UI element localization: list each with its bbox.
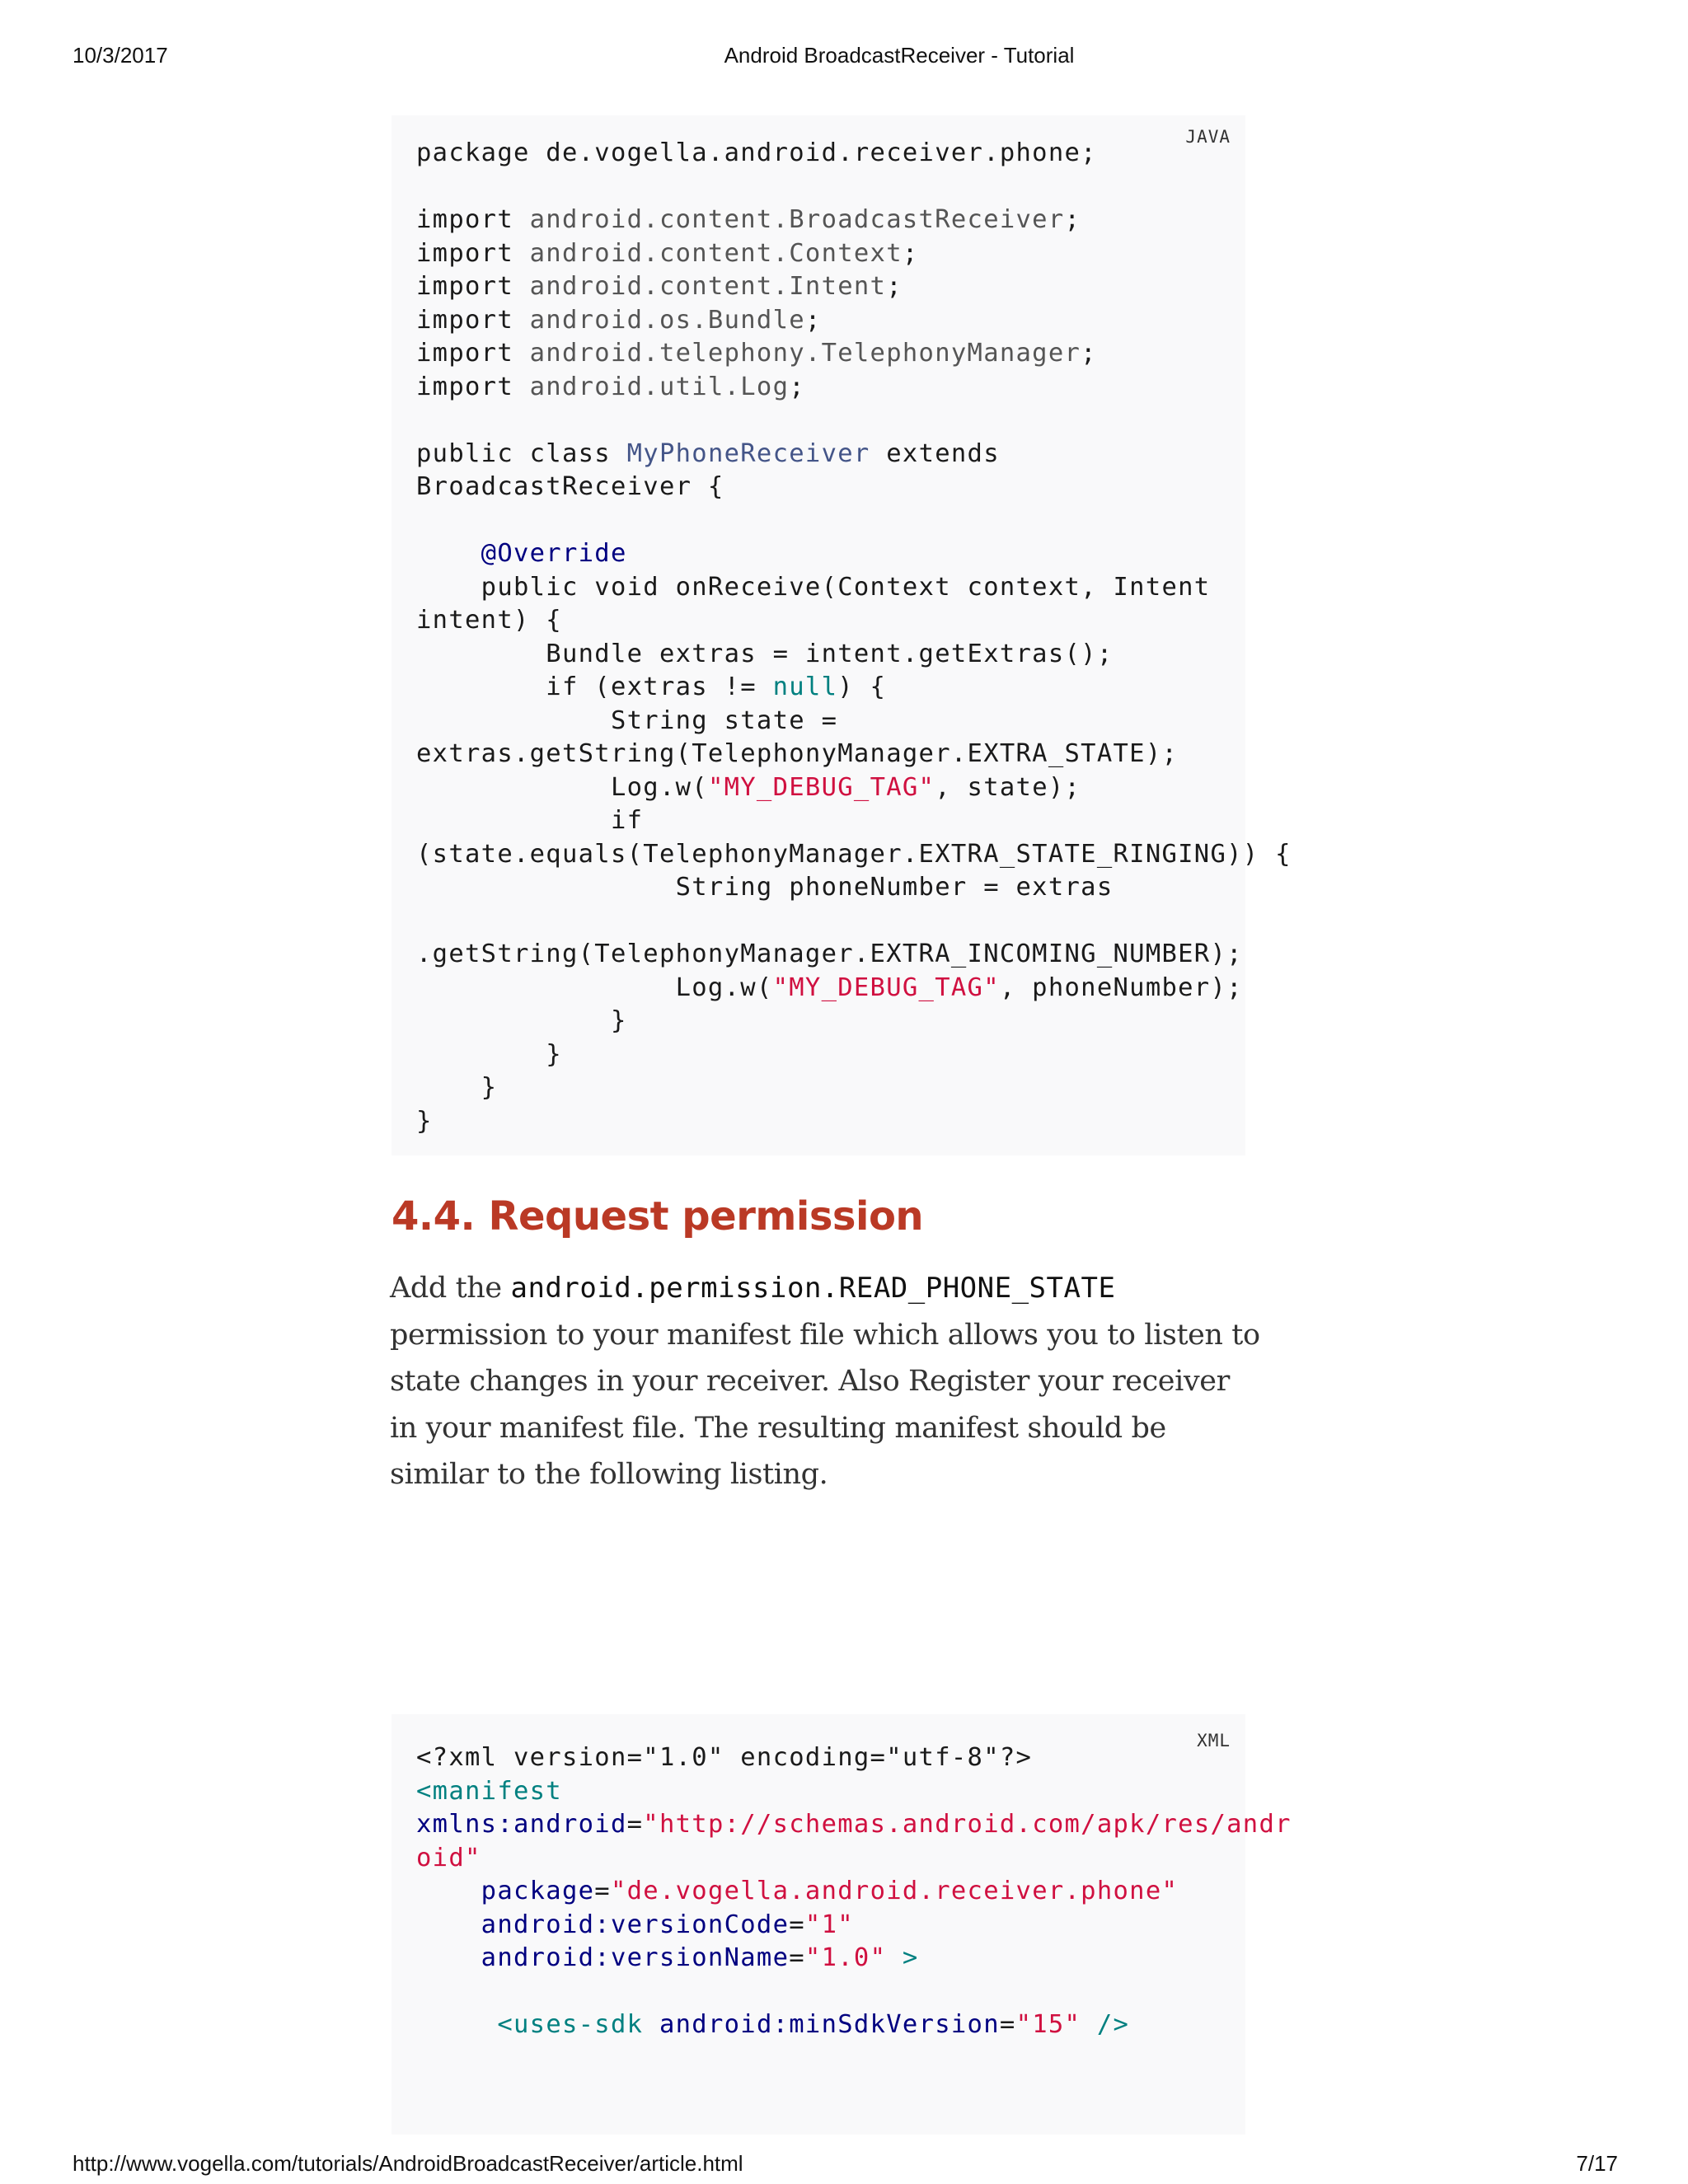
code-token: @Override <box>481 539 627 568</box>
code-line <box>416 571 1292 605</box>
code-token: if <box>416 806 644 835</box>
code-line <box>416 938 1292 972</box>
code-token: package <box>481 1877 595 1905</box>
code-token: ) { <box>837 673 887 701</box>
xml-code-listing <box>392 1714 1292 2135</box>
code-token: <?xml version="1.0" encoding="utf-8"?> <box>416 1743 1033 1772</box>
code-token: = <box>626 1810 644 1839</box>
code-token: String phoneNumber = extras <box>416 873 1114 902</box>
code-token <box>416 1943 481 1972</box>
print-date: 10/3/2017 <box>73 43 168 68</box>
code-line <box>416 1071 1292 1105</box>
code-token: import <box>416 372 530 401</box>
code-token: null <box>772 673 838 701</box>
code-token: xmlns:android <box>416 1810 627 1839</box>
code-token <box>416 539 481 568</box>
code-token <box>416 2010 497 2039</box>
code-line <box>416 438 1292 471</box>
code-line <box>416 1942 1292 1975</box>
code-language-label: JAVA <box>1185 127 1231 147</box>
code-token: <uses-sdk <box>497 2010 644 2039</box>
code-token: } <box>416 1106 433 1136</box>
code-line <box>416 638 1292 672</box>
code-line <box>416 972 1292 1005</box>
code-token: } <box>416 1006 627 1035</box>
code-token: import <box>416 272 530 301</box>
code-line <box>416 838 1292 872</box>
code-token: oid" <box>416 1843 481 1872</box>
code-line <box>416 1775 1292 1809</box>
code-language-label: XML <box>1197 1731 1231 1750</box>
code-line <box>416 905 1292 939</box>
print-page-number: 7/17 <box>1576 2151 1618 2176</box>
code-token: ; <box>886 272 903 301</box>
code-line <box>416 871 1292 905</box>
code-token: android.content.BroadcastReceiver <box>529 205 1065 234</box>
inline-code-permission: android.permission.READ_PHONE_STATE <box>510 1272 1116 1305</box>
code-line <box>416 404 1292 438</box>
code-token: import <box>416 205 530 234</box>
section-heading: 4.4. Request permission <box>392 1193 924 1240</box>
code-line <box>416 371 1292 405</box>
code-line <box>416 1038 1292 1072</box>
code-token: = <box>789 1943 805 1972</box>
code-token: android:versionCode <box>481 1910 790 1939</box>
code-line <box>416 1105 1292 1139</box>
code-token: /> <box>1081 2010 1130 2039</box>
code-token: (state.equals(TelephonyManager.EXTRA_STATE_RINGING)) { <box>416 839 1292 869</box>
code-token: Log.w( <box>416 972 773 1002</box>
code-line <box>416 738 1292 771</box>
code-token: import <box>416 238 530 268</box>
print-url: http://www.vogella.com/tutorials/AndroidBroadcastReceiver/article.html <box>73 2151 743 2176</box>
code-token: ; <box>1064 205 1081 234</box>
code-token: = <box>594 1877 611 1905</box>
java-code <box>416 137 1292 1138</box>
code-token: , phoneNumber); <box>999 972 1243 1002</box>
paragraph-text-start: Add the <box>390 1272 511 1305</box>
code-token: public class <box>416 438 627 468</box>
code-token: .getString(TelephonyManager.EXTRA_INCOMING_NUMBER); <box>416 940 1243 968</box>
code-token: String state = <box>416 705 838 735</box>
code-token: , state); <box>935 772 1081 802</box>
code-token: android.telephony.TelephonyManager <box>529 339 1081 368</box>
code-token: ; <box>804 305 822 335</box>
code-line <box>416 1741 1292 1775</box>
section-paragraph <box>390 1265 1264 1498</box>
code-token: "de.vogella.android.receiver.phone" <box>610 1877 1179 1905</box>
code-token: ; <box>1081 339 1097 368</box>
xml-code <box>416 1741 1292 2042</box>
code-token: intent) { <box>416 606 562 635</box>
code-line <box>416 471 1292 504</box>
code-token <box>416 1877 481 1905</box>
code-token: = <box>789 1910 805 1939</box>
code-token: = <box>999 2010 1016 2039</box>
code-token: ; <box>789 372 805 401</box>
code-token: android.content.Intent <box>529 272 887 301</box>
print-page-title: Android BroadcastReceiver - Tutorial <box>724 43 1075 68</box>
code-token: android:versionName <box>481 1943 790 1972</box>
code-token: > <box>886 1943 919 1972</box>
code-line <box>416 771 1292 805</box>
code-token: import <box>416 305 530 335</box>
code-token: android:minSdkVersion <box>659 2010 1000 2039</box>
code-token: Log.w( <box>416 772 708 802</box>
code-token: import <box>416 339 530 368</box>
code-token: BroadcastReceiver { <box>416 472 724 501</box>
java-code-listing <box>392 115 1292 1155</box>
code-line <box>416 1808 1292 1842</box>
code-line <box>416 204 1292 237</box>
code-token: extras.getString(TelephonyManager.EXTRA_STATE); <box>416 739 1179 768</box>
code-token <box>643 2010 659 2039</box>
code-line <box>416 1875 1292 1909</box>
print-header <box>0 43 1688 76</box>
code-line <box>416 2008 1292 2042</box>
code-token: "MY_DEBUG_TAG" <box>772 972 1000 1002</box>
code-line <box>416 537 1292 571</box>
print-footer <box>0 2151 1688 2184</box>
code-line <box>416 1909 1292 1943</box>
code-token: android.util.Log <box>529 372 790 401</box>
code-line <box>416 137 1292 171</box>
code-line <box>416 671 1292 705</box>
code-token: extends <box>870 438 1000 468</box>
code-line <box>416 304 1292 338</box>
code-token: MyPhoneReceiver <box>626 438 870 468</box>
code-line <box>416 171 1292 204</box>
code-line <box>416 237 1292 271</box>
code-line <box>416 705 1292 738</box>
code-token: "MY_DEBUG_TAG" <box>707 772 935 802</box>
code-token: package de.vogella.android.receiver.phone; <box>416 138 1097 167</box>
code-token <box>416 1910 481 1939</box>
code-token: android.content.Context <box>529 238 903 268</box>
code-token: "1" <box>804 1910 854 1939</box>
code-token: } <box>416 1039 562 1069</box>
code-token: <manifest <box>416 1776 562 1806</box>
code-line <box>416 1005 1292 1038</box>
code-token: android.os.Bundle <box>529 305 805 335</box>
code-line <box>416 804 1292 838</box>
paragraph-text-rest: permission to your manifest file which allows you to listen to state changes in your receiver. Also Register your receiver in your manifest file. The resulting manifest should be similar to the following listing. <box>390 1318 1260 1491</box>
code-token: "1.0" <box>804 1943 887 1972</box>
code-token: Bundle extras = intent.getExtras(); <box>416 639 1114 668</box>
code-token: if (extras != <box>416 673 773 701</box>
code-token: "15" <box>1015 2010 1081 2039</box>
code-token: "http://schemas.android.com/apk/res/andr <box>643 1810 1292 1839</box>
code-line <box>416 337 1292 371</box>
code-line <box>416 504 1292 538</box>
code-line <box>416 1975 1292 2009</box>
code-token: ; <box>902 238 919 268</box>
code-line <box>416 604 1292 638</box>
code-token: } <box>416 1073 498 1102</box>
code-line <box>416 1842 1292 1876</box>
code-line <box>416 270 1292 304</box>
code-token: public void onReceive(Context context, Intent <box>416 572 1211 602</box>
